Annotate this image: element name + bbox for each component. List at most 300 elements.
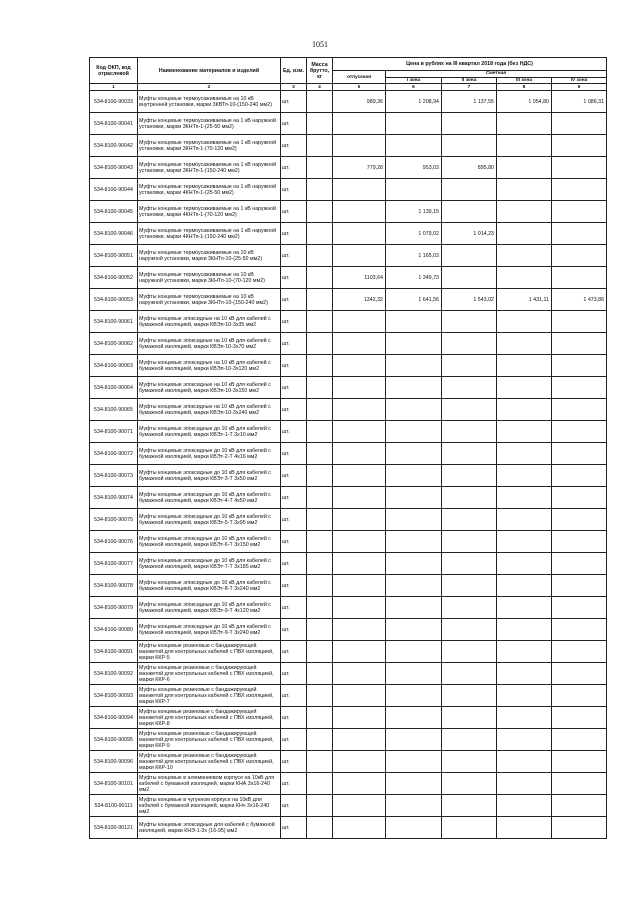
- row-code: 534-8100-90092: [90, 663, 138, 685]
- table-row: [90, 223, 607, 245]
- row-mass: [307, 773, 333, 795]
- row-mass: [307, 267, 333, 289]
- row-zone3-price: [497, 663, 552, 685]
- row-zone1-price: 1 139,15: [386, 201, 442, 223]
- row-zone4-price: [552, 685, 607, 707]
- row-unit: шт.: [281, 685, 307, 707]
- row-unit: шт.: [281, 553, 307, 575]
- row-name: Муфты концевые термоусаживаемые на 1 кВ наружной установки, марки 4КНТп-1-(150-240 мм2): [138, 223, 281, 245]
- row-name: Муфты концевые в чугунном корпусе на 10кВ для кабелей с бумажной изоляцией, марки КНч 3х16-240 мм2: [138, 795, 281, 817]
- row-release-price: [333, 729, 386, 751]
- row-zone3-price: [497, 773, 552, 795]
- row-unit: шт.: [281, 157, 307, 179]
- row-mass: [307, 289, 333, 311]
- row-mass: [307, 223, 333, 245]
- row-mass: [307, 421, 333, 443]
- row-mass: [307, 531, 333, 553]
- row-name: Муфты концевые термоусаживаемые на 10 кВ наружной установки, марки 3КНТп-10-(25-50 мм2): [138, 245, 281, 267]
- row-release-price: [333, 465, 386, 487]
- row-code: 534-8100-90076: [90, 531, 138, 553]
- row-mass: [307, 201, 333, 223]
- header-estimate: Сметная: [386, 71, 607, 78]
- row-zone3-price: [497, 201, 552, 223]
- row-zone4-price: [552, 223, 607, 245]
- row-code: 534-8100-90062: [90, 333, 138, 355]
- row-zone2-price: 1 137,55: [442, 91, 497, 113]
- row-zone1-price: [386, 399, 442, 421]
- row-mass: [307, 245, 333, 267]
- row-mass: [307, 685, 333, 707]
- row-zone2-price: 895,80: [442, 157, 497, 179]
- table-row: [90, 135, 607, 157]
- row-code: 534-8100-90091: [90, 641, 138, 663]
- row-zone3-price: [497, 399, 552, 421]
- row-unit: шт.: [281, 443, 307, 465]
- row-zone4-price: [552, 333, 607, 355]
- row-zone1-price: [386, 487, 442, 509]
- row-release-price: [333, 641, 386, 663]
- table-row: [90, 157, 607, 179]
- row-zone1-price: 1 349,73: [386, 267, 442, 289]
- row-mass: [307, 135, 333, 157]
- column-number: 7: [442, 84, 497, 91]
- row-unit: шт.: [281, 201, 307, 223]
- header-mass: Масса брутто, кг: [307, 58, 333, 84]
- row-zone1-price: 1 165,03: [386, 245, 442, 267]
- row-code: 534-8100-90046: [90, 223, 138, 245]
- table-row: [90, 641, 607, 663]
- row-code: 534-8100-90033: [90, 91, 138, 113]
- table-row: [90, 399, 607, 421]
- row-zone4-price: [552, 377, 607, 399]
- row-name: Муфты концевые эпоксидные до 10 кВ для кабелей с бумажной изоляцией, марки КВЭт-9-Т 4х120 мм2: [138, 597, 281, 619]
- row-code: 534-8100-90042: [90, 135, 138, 157]
- row-zone3-price: [497, 443, 552, 465]
- table-row: [90, 751, 607, 773]
- row-code: 534-8100-90111: [90, 795, 138, 817]
- row-code: 534-8100-90065: [90, 399, 138, 421]
- row-zone4-price: 1 086,31: [552, 91, 607, 113]
- row-zone2-price: [442, 619, 497, 641]
- row-release-price: [333, 685, 386, 707]
- row-zone1-price: 1 641,56: [386, 289, 442, 311]
- row-name: Муфты концевые термоусаживаемые на 1 кВ наружной установки, марки 4КНТп-1-(70-120 мм2): [138, 201, 281, 223]
- header-zone-1: I зона: [386, 77, 442, 84]
- row-zone3-price: [497, 575, 552, 597]
- column-number: 8: [497, 84, 552, 91]
- row-zone1-price: 953,03: [386, 157, 442, 179]
- row-zone3-price: 1 054,80: [497, 91, 552, 113]
- row-code: 534-8100-90074: [90, 487, 138, 509]
- row-zone3-price: [497, 553, 552, 575]
- row-release-price: [333, 707, 386, 729]
- row-code: 534-8100-90071: [90, 421, 138, 443]
- row-code: 534-8100-90063: [90, 355, 138, 377]
- table-row: [90, 729, 607, 751]
- row-zone2-price: [442, 443, 497, 465]
- row-zone2-price: [442, 135, 497, 157]
- row-unit: шт.: [281, 377, 307, 399]
- row-zone4-price: [552, 597, 607, 619]
- row-mass: [307, 509, 333, 531]
- row-name: Муфты концевые термоусаживаемые на 10 кВ наружной установки, марки 3КНТп-10-(70-120 мм2): [138, 267, 281, 289]
- row-zone3-price: [497, 267, 552, 289]
- header-code: Код ОКП, код отраслевой: [90, 58, 138, 84]
- table-row: [90, 333, 607, 355]
- row-unit: шт.: [281, 399, 307, 421]
- table-row: [90, 553, 607, 575]
- row-release-price: [333, 817, 386, 839]
- row-zone2-price: [442, 377, 497, 399]
- row-zone4-price: [552, 157, 607, 179]
- row-zone4-price: [552, 729, 607, 751]
- table-row: [90, 245, 607, 267]
- header-price-group: Цена в рублях на III квартал 2018 года (без НДС): [333, 58, 607, 71]
- row-zone3-price: [497, 817, 552, 839]
- row-zone3-price: [497, 487, 552, 509]
- row-mass: [307, 487, 333, 509]
- row-name: Муфты концевые эпоксидные до 10 кВ для кабелей с бумажной изоляцией, марки КВЭт-9-Т 3х240 мм2: [138, 619, 281, 641]
- row-zone2-price: [442, 685, 497, 707]
- table-row: [90, 289, 607, 311]
- row-zone2-price: [442, 663, 497, 685]
- row-zone1-price: [386, 795, 442, 817]
- row-zone1-price: 1 208,94: [386, 91, 442, 113]
- table-row: [90, 795, 607, 817]
- row-mass: [307, 179, 333, 201]
- row-code: 534-8100-90044: [90, 179, 138, 201]
- row-release-price: [333, 663, 386, 685]
- row-code: 534-8100-90079: [90, 597, 138, 619]
- row-zone3-price: [497, 179, 552, 201]
- row-zone3-price: [497, 597, 552, 619]
- row-release-price: [333, 201, 386, 223]
- row-unit: шт.: [281, 509, 307, 531]
- table-row: [90, 377, 607, 399]
- row-name: Муфты концевые эпоксидные на 10 кВ для кабелей с бумажной изоляцией, марки КВЭп-10-3х240 мм2: [138, 399, 281, 421]
- row-zone3-price: [497, 795, 552, 817]
- row-zone3-price: [497, 751, 552, 773]
- row-name: Муфты концевые эпоксидные на 10 кВ для кабелей с бумажной изоляцией, марки КВЭп-10-3х35 мм2: [138, 311, 281, 333]
- row-unit: шт.: [281, 729, 307, 751]
- table-row: [90, 179, 607, 201]
- row-release-price: [333, 597, 386, 619]
- row-zone1-price: [386, 113, 442, 135]
- row-zone4-price: 1 473,86: [552, 289, 607, 311]
- row-name: Муфты концевые резиновые с бандажирующей манжетой для контрольных кабелей с ПВХ изоляцией, марки ККР-8: [138, 707, 281, 729]
- column-number: 2: [138, 84, 281, 91]
- column-number: 3: [281, 84, 307, 91]
- row-mass: [307, 729, 333, 751]
- row-zone1-price: [386, 355, 442, 377]
- row-unit: шт.: [281, 619, 307, 641]
- row-mass: [307, 377, 333, 399]
- row-name: Муфты концевые эпоксидные до 10 кВ для кабелей с бумажной изоляцией, марки КВЭт-3-Т 3х50 мм2: [138, 465, 281, 487]
- row-code: 534-8100-90080: [90, 619, 138, 641]
- row-code: 534-8100-90121: [90, 817, 138, 839]
- row-release-price: [333, 487, 386, 509]
- table-row: [90, 685, 607, 707]
- table-row: [90, 91, 607, 113]
- row-unit: шт.: [281, 641, 307, 663]
- row-zone3-price: [497, 421, 552, 443]
- row-zone1-price: [386, 729, 442, 751]
- row-release-price: [333, 399, 386, 421]
- row-code: 534-8100-90101: [90, 773, 138, 795]
- row-mass: [307, 311, 333, 333]
- row-name: Муфты концевые термоусаживаемые на 10 кВ внутренней установки, марки 3КВТп-10-(150-240 мм2): [138, 91, 281, 113]
- row-zone3-price: [497, 729, 552, 751]
- row-unit: шт.: [281, 795, 307, 817]
- row-name: Муфты концевые термоусаживаемые на 1 кВ наружной установки, марки 3КНТп-1-(150-240 мм2): [138, 157, 281, 179]
- row-release-price: [333, 553, 386, 575]
- row-zone2-price: [442, 729, 497, 751]
- row-code: 534-8100-90052: [90, 267, 138, 289]
- table-row: [90, 113, 607, 135]
- row-zone3-price: [497, 135, 552, 157]
- row-zone4-price: [552, 619, 607, 641]
- table-row: [90, 773, 607, 795]
- row-unit: шт.: [281, 817, 307, 839]
- row-unit: шт.: [281, 179, 307, 201]
- row-name: Муфты концевые термоусаживаемые на 1 кВ наружной установки, марки 3КНТп-1-(70-120 мм2): [138, 135, 281, 157]
- row-zone4-price: [552, 773, 607, 795]
- row-name: Муфты концевые эпоксидные на 10 кВ для кабелей с бумажной изоляцией, марки КВЭп-10-3х120 мм2: [138, 355, 281, 377]
- column-number: 5: [333, 84, 386, 91]
- table-row: [90, 267, 607, 289]
- row-zone4-price: [552, 509, 607, 531]
- row-code: 534-8100-90093: [90, 685, 138, 707]
- row-mass: [307, 157, 333, 179]
- row-zone4-price: [552, 575, 607, 597]
- table-row: [90, 707, 607, 729]
- row-release-price: [333, 377, 386, 399]
- row-zone3-price: [497, 245, 552, 267]
- row-unit: шт.: [281, 91, 307, 113]
- row-zone4-price: [552, 443, 607, 465]
- row-zone4-price: [552, 531, 607, 553]
- table-row: [90, 487, 607, 509]
- row-zone2-price: [442, 487, 497, 509]
- row-zone1-price: [386, 179, 442, 201]
- row-zone1-price: [386, 685, 442, 707]
- row-mass: [307, 597, 333, 619]
- row-zone1-price: [386, 707, 442, 729]
- header-name: Наименование материалов и изделий: [138, 58, 281, 84]
- row-mass: [307, 91, 333, 113]
- row-name: Муфты концевые в алюминиевом корпусе на 10кВ для кабелей с бумажной изоляцией, марки КНА 3х16-240 мм2: [138, 773, 281, 795]
- row-name: Муфты концевые эпоксидные на 10 кВ для кабелей с бумажной изоляцией, марки КВЭп-10-3х70 мм2: [138, 333, 281, 355]
- row-release-price: [333, 773, 386, 795]
- row-unit: шт.: [281, 245, 307, 267]
- row-zone4-price: [552, 179, 607, 201]
- row-code: 534-8100-90053: [90, 289, 138, 311]
- header-release: отпускная: [333, 71, 386, 84]
- row-name: Муфты концевые эпоксидные до 10 кВ для кабелей с бумажной изоляцией, марки КВЭт-1-Т 3х10 мм2: [138, 421, 281, 443]
- row-name: Муфты концевые эпоксидные для кабелей с бумажной изоляцией, марки КНЭ-1-3х (16-95) мм2: [138, 817, 281, 839]
- row-zone3-price: 1 431,11: [497, 289, 552, 311]
- row-zone3-price: [497, 113, 552, 135]
- row-mass: [307, 113, 333, 135]
- row-release-price: [333, 795, 386, 817]
- row-release-price: 989,36: [333, 91, 386, 113]
- row-code: 534-8100-90064: [90, 377, 138, 399]
- row-zone2-price: [442, 421, 497, 443]
- row-zone4-price: [552, 135, 607, 157]
- row-code: 534-8100-90075: [90, 509, 138, 531]
- row-zone2-price: [442, 311, 497, 333]
- row-mass: [307, 795, 333, 817]
- row-code: 534-8100-90078: [90, 575, 138, 597]
- row-mass: [307, 619, 333, 641]
- row-name: Муфты концевые резиновые с бандажирующей манжетой для контрольных кабелей с ПВХ изоляцией, марки ККР-6: [138, 663, 281, 685]
- row-zone4-price: [552, 245, 607, 267]
- row-zone4-price: [552, 707, 607, 729]
- row-zone2-price: [442, 707, 497, 729]
- table-row: [90, 465, 607, 487]
- row-code: 534-8100-90072: [90, 443, 138, 465]
- row-zone2-price: [442, 333, 497, 355]
- row-zone4-price: [552, 795, 607, 817]
- price-table: [89, 57, 607, 839]
- row-name: Муфты концевые эпоксидные на 10 кВ для кабелей с бумажной изоляцией, марки КВЭп-10-3х150 мм2: [138, 377, 281, 399]
- row-unit: шт.: [281, 135, 307, 157]
- row-name: Муфты концевые термоусаживаемые на 1 кВ наружной установки, марки 4КНТп-1-(25-50 мм2): [138, 179, 281, 201]
- row-mass: [307, 333, 333, 355]
- row-zone3-price: [497, 707, 552, 729]
- row-zone1-price: [386, 333, 442, 355]
- table-row: [90, 311, 607, 333]
- row-mass: [307, 575, 333, 597]
- row-name: Муфты концевые эпоксидные до 10 кВ для кабелей с бумажной изоляцией, марки КВЭт-6-Т 3х150 мм2: [138, 531, 281, 553]
- row-release-price: [333, 179, 386, 201]
- row-unit: шт.: [281, 465, 307, 487]
- row-zone2-price: [442, 531, 497, 553]
- row-zone1-price: [386, 509, 442, 531]
- row-code: 534-8100-90041: [90, 113, 138, 135]
- table-row: [90, 597, 607, 619]
- row-name: Муфты концевые эпоксидные до 10 кВ для кабелей с бумажной изоляцией, марки КВЭт-2-Т 4х16 мм2: [138, 443, 281, 465]
- row-zone4-price: [552, 399, 607, 421]
- table-row: [90, 663, 607, 685]
- row-release-price: [333, 113, 386, 135]
- row-release-price: [333, 575, 386, 597]
- row-zone1-price: [386, 311, 442, 333]
- row-unit: шт.: [281, 487, 307, 509]
- row-code: 534-8100-90045: [90, 201, 138, 223]
- table-row: [90, 201, 607, 223]
- row-zone3-price: [497, 311, 552, 333]
- row-release-price: [333, 531, 386, 553]
- column-number: 9: [552, 84, 607, 91]
- table-row: [90, 619, 607, 641]
- row-name: Муфты концевые эпоксидные до 10 кВ для кабелей с бумажной изоляцией, марки КВЭт-5-Т 3х95 мм2: [138, 509, 281, 531]
- table-row: [90, 575, 607, 597]
- row-name: Муфты концевые эпоксидные до 10 кВ для кабелей с бумажной изоляцией, марки КВЭт-4-Т 4х50 мм2: [138, 487, 281, 509]
- row-zone2-price: 1 014,23: [442, 223, 497, 245]
- row-mass: [307, 707, 333, 729]
- row-release-price: [333, 135, 386, 157]
- row-zone1-price: [386, 597, 442, 619]
- row-zone3-price: [497, 619, 552, 641]
- row-zone2-price: [442, 245, 497, 267]
- row-release-price: [333, 333, 386, 355]
- row-code: 534-8100-90095: [90, 729, 138, 751]
- table-row: [90, 509, 607, 531]
- header-zone-4: IV зона: [552, 77, 607, 84]
- row-mass: [307, 641, 333, 663]
- table-row: [90, 443, 607, 465]
- row-zone3-price: [497, 641, 552, 663]
- row-name: Муфты концевые резиновые с бандажирующей манжетой для контрольных кабелей с ПВХ изоляцией, марки ККР-7: [138, 685, 281, 707]
- row-code: 534-8100-90096: [90, 751, 138, 773]
- row-zone2-price: [442, 641, 497, 663]
- row-zone1-price: [386, 641, 442, 663]
- row-name: Муфты концевые резиновые с бандажирующей манжетой для контрольных кабелей с ПВХ изоляцией, марки ККР-9: [138, 729, 281, 751]
- row-unit: шт.: [281, 597, 307, 619]
- row-zone1-price: [386, 619, 442, 641]
- row-zone4-price: [552, 751, 607, 773]
- row-zone2-price: [442, 773, 497, 795]
- row-release-price: [333, 311, 386, 333]
- table-row: [90, 355, 607, 377]
- row-zone2-price: [442, 399, 497, 421]
- row-mass: [307, 663, 333, 685]
- row-release-price: [333, 751, 386, 773]
- row-mass: [307, 817, 333, 839]
- row-mass: [307, 399, 333, 421]
- row-zone1-price: [386, 575, 442, 597]
- row-zone4-price: [552, 553, 607, 575]
- header-zone-2: II зона: [442, 77, 497, 84]
- row-release-price: [333, 355, 386, 377]
- row-unit: шт.: [281, 113, 307, 135]
- row-release-price: 1342,32: [333, 289, 386, 311]
- row-release-price: [333, 509, 386, 531]
- row-zone4-price: [552, 355, 607, 377]
- page-number: 1051: [312, 40, 328, 49]
- row-mass: [307, 443, 333, 465]
- column-number: 4: [307, 84, 333, 91]
- row-zone4-price: [552, 663, 607, 685]
- row-release-price: [333, 421, 386, 443]
- header-zone-3: III зона: [497, 77, 552, 84]
- row-unit: шт.: [281, 311, 307, 333]
- row-mass: [307, 355, 333, 377]
- row-zone1-price: [386, 377, 442, 399]
- row-zone1-price: [386, 751, 442, 773]
- row-zone1-price: [386, 817, 442, 839]
- table-row: [90, 531, 607, 553]
- row-release-price: [333, 443, 386, 465]
- row-unit: шт.: [281, 289, 307, 311]
- row-zone3-price: [497, 465, 552, 487]
- row-zone1-price: [386, 531, 442, 553]
- row-zone4-price: [552, 201, 607, 223]
- row-mass: [307, 553, 333, 575]
- row-zone2-price: [442, 817, 497, 839]
- row-zone2-price: [442, 509, 497, 531]
- row-release-price: 779,28: [333, 157, 386, 179]
- row-zone4-price: [552, 267, 607, 289]
- row-zone2-price: [442, 355, 497, 377]
- row-unit: шт.: [281, 267, 307, 289]
- row-zone3-price: [497, 333, 552, 355]
- column-number: 6: [386, 84, 442, 91]
- row-zone1-price: [386, 465, 442, 487]
- row-unit: шт.: [281, 773, 307, 795]
- row-name: Муфты концевые термоусаживаемые на 1 кВ наружной установки, марки 3КНТп-1-(25-50 мм2): [138, 113, 281, 135]
